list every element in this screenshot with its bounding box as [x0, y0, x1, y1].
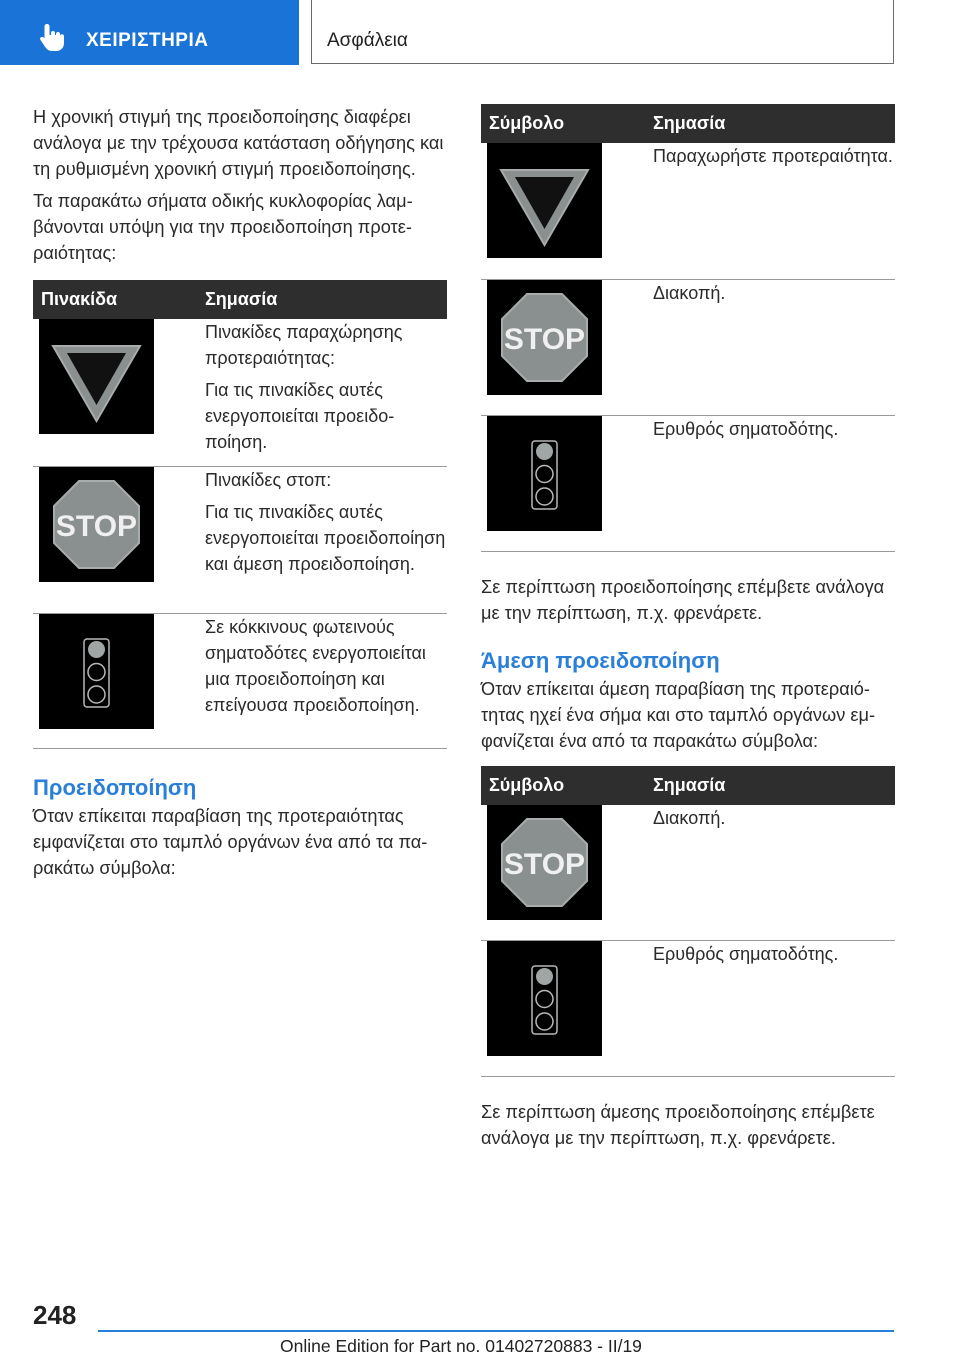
- row-meaning-text: Ερυθρός σηματοδότης.: [653, 944, 839, 964]
- row-meaning-text: Ερυθρός σηματοδότης.: [653, 418, 839, 439]
- priority-signs-table: [33, 280, 447, 749]
- table-row: [481, 415, 895, 551]
- chapter-tab[interactable]: [0, 0, 299, 65]
- warning-symbols-table: [481, 104, 895, 552]
- table-header-meaning: Σημασία: [653, 766, 895, 805]
- stop-sign-icon: [487, 280, 602, 395]
- table-row: [481, 941, 895, 1077]
- stop-sign-icon: [487, 805, 602, 920]
- right-column: [481, 104, 895, 1157]
- intro-paragraph: Τα παρακάτω σήματα οδικής κυκλοφορίας λαμβάνονται υπόψη για την προειδοποίηση προτεραιότητας:: [33, 191, 413, 263]
- table-header-symbol: Σύμβολο: [481, 766, 653, 805]
- yield-sign-icon: [487, 143, 602, 258]
- table-header-row: [481, 766, 895, 805]
- left-column: [33, 104, 447, 887]
- table-row: [481, 805, 895, 941]
- row-meaning-text: Διακοπή.: [653, 282, 726, 303]
- table-row: [33, 466, 447, 613]
- table-header-sign: Πινακίδα: [33, 280, 205, 319]
- row-meaning-text: Παραχωρήστε προτεραιότητα.: [653, 146, 893, 166]
- table-header-meaning: Σημασία: [653, 104, 895, 143]
- row-meaning-text: Πινακίδες παραχώρησης προτεραιότητας:: [205, 322, 403, 368]
- traffic-light-icon: [487, 416, 602, 531]
- acute-warning-heading: Άμεση προειδοποίηση: [481, 647, 720, 673]
- row-meaning-text: Σε κόκκινους φωτεινούς σηματοδότες ενεργοποιείται μια προειδοποίηση και επείγουσα προειδοποίηση.: [205, 616, 426, 715]
- advice-text: Σε περίπτωση προειδοποίησης επέμβετε ανάλογα με την περίπτωση, π.χ. φρενάρετε.: [481, 576, 885, 623]
- row-meaning-text: Για τις πινακίδες αυτές ενεργοποιείται προειδοποίηση.: [205, 380, 395, 452]
- section-title: Ασφάλεια: [327, 30, 408, 51]
- page-number: 248: [33, 1300, 77, 1330]
- table-header-meaning: Σημασία: [205, 280, 447, 319]
- hand-pointer-icon: [38, 22, 66, 52]
- acute-advice-text: Σε περίπτωση άμεσης προειδοποίησης επέμβετε ανάλογα με την περίπτωση, π.χ. φρενάρετε.: [481, 1102, 875, 1148]
- acute-warning-text: Όταν επίκειται άμεση παραβίαση της προτεραιότητας ηχεί ένα σήμα και στο ταμπλό οργάνων εμφανίζεται ένα από τα παρακάτω σύμβολα:: [481, 678, 875, 751]
- svg-text:STOP: STOP: [55, 509, 138, 543]
- chapter-tab-label: ΧΕΙΡΙΣΤΗΡΙΑ: [86, 30, 209, 51]
- traffic-light-icon: [39, 614, 154, 729]
- table-header-row: [481, 104, 895, 143]
- table-header-row: [33, 280, 447, 319]
- table-row: [33, 319, 447, 466]
- traffic-light-icon: [487, 941, 602, 1056]
- table-header-symbol: Σύμβολο: [481, 104, 653, 143]
- warning-heading: Προειδοποίηση: [33, 774, 197, 800]
- section-header: [311, 0, 894, 64]
- warning-text: Όταν επίκειται παραβίαση της προτεραιότητας εμφανίζεται στο ταμπλό οργάνων ένα από τα παρακάτω σύμβολα:: [33, 805, 428, 878]
- svg-text:STOP: STOP: [503, 847, 586, 881]
- row-meaning-text: Για τις πινακίδες αυτές ενεργοποιείται προειδοποίηση και άμεση προειδοποίηση.: [205, 501, 446, 574]
- table-row: [481, 279, 895, 415]
- row-meaning-text: Διακοπή.: [653, 807, 726, 828]
- acute-symbols-table: [481, 766, 895, 1078]
- table-row: [33, 613, 447, 748]
- footer-rule: [98, 1330, 894, 1332]
- table-row: [481, 143, 895, 279]
- yield-sign-icon: [39, 319, 154, 434]
- edition-note: Online Edition for Part no. 01402720883 - II/19: [280, 1336, 642, 1356]
- svg-text:STOP: STOP: [503, 322, 586, 356]
- stop-sign-icon: [39, 467, 154, 582]
- intro-paragraph: Η χρονική στιγμή της προειδοποίησης διαφέρει ανάλογα με την τρέχουσα κατάσταση οδήγησης και τη ρυθμισμένη χρονική στιγμή προειδοποίησης.: [33, 107, 444, 179]
- row-meaning-text: Πινακίδες στοπ:: [205, 469, 332, 490]
